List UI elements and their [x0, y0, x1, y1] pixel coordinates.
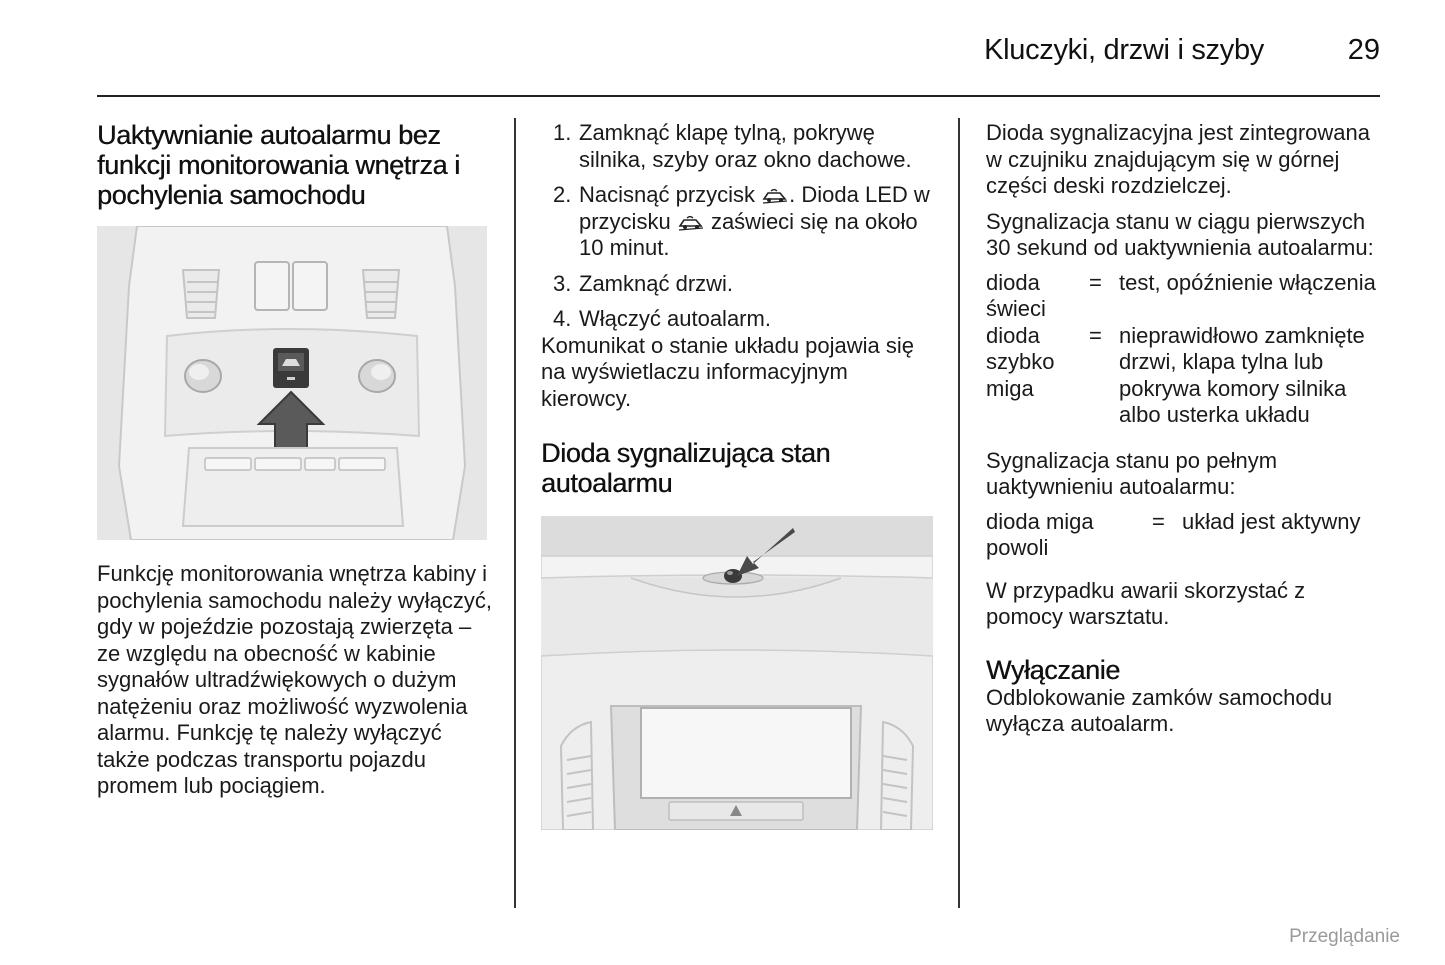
step-text: Zamknąć drzwi.: [579, 270, 734, 296]
section-heading-led: Dioda sygnalizująca stan autoalarmu: [541, 438, 831, 498]
car-tilt-alarm-icon: [761, 188, 789, 204]
fault-paragraph: W przypadku awarii skorzystać z pomocy warsztatu.: [986, 577, 1306, 629]
table-row: [986, 323, 1379, 429]
diode-meaning: układ jest aktywny: [1182, 508, 1361, 534]
table-row: [986, 270, 1379, 323]
step-text: Zamknąć klapę tylną, pokrywę silnika, szyby oraz okno dachowe.: [579, 120, 912, 172]
step-text: Włączyć autoalarm.: [579, 306, 771, 331]
car-tilt-alarm-icon: [677, 215, 705, 231]
diode-equals: =: [1089, 322, 1102, 348]
message-paragraph: Komunikat o stanie układu pojawia się na wyświetlaczu informacyjnym kierowcy.: [541, 332, 915, 411]
diode-meaning: test, opóźnienie włączenia: [1119, 269, 1376, 295]
step-number: 4.: [553, 306, 572, 331]
dashboard-led-illustration: [541, 516, 933, 830]
list-item: [541, 182, 941, 262]
right-column: [986, 120, 1386, 738]
roof-console-illustration: [97, 226, 487, 540]
diode-equals: =: [1089, 269, 1102, 295]
diode-state: dioda miga powoli: [986, 508, 1094, 560]
first30-table: [986, 270, 1379, 429]
section-heading-activation: Uaktywnianie autoalarmu bez funkcji monitorowania wnętrza i pochylenia samochodu: [97, 120, 460, 210]
list-item: [541, 306, 941, 333]
column-divider-left: [514, 118, 516, 908]
page-number: 29: [1347, 34, 1380, 66]
first30-title: Sygnalizacja stanu w ciągu pierwszych 30 sekund od uaktywnienia autoalarmu:: [986, 208, 1374, 260]
left-column: [97, 120, 497, 210]
step-number: 2.: [553, 182, 572, 207]
step-text-part: zaświeci się na około 10 minut.: [579, 208, 918, 260]
led-intro-paragraph: Dioda sygnalizacyjna jest zintegrowana w czujniku znajdującym się w górnej części deski rozdzielczej.: [986, 120, 1370, 198]
step-text-part: Nacisnąć przycisk: [579, 182, 756, 207]
header-divider: [97, 95, 1380, 97]
step-text-part: . Dioda LED w przycisku: [579, 182, 930, 234]
running-header-title: Kluczyki, drzwi i szyby: [984, 34, 1264, 66]
table-row: [986, 509, 1382, 562]
diode-meaning: nieprawidłowo zamknięte drzwi, klapa tylna lub pokrywa komory silnika albo usterka układu: [1119, 322, 1365, 427]
deactivation-paragraph: Odblokowanie zamków samochodu wyłącza autoalarm.: [986, 684, 1333, 736]
browse-label[interactable]: Przeglądanie: [1289, 926, 1400, 947]
list-item: [541, 271, 941, 298]
diode-equals: =: [1152, 508, 1165, 534]
step-number: 3.: [553, 270, 572, 296]
middle-column: [541, 120, 941, 498]
diode-state: dioda szybko miga: [986, 322, 1055, 401]
activation-steps: [541, 120, 941, 333]
step-number: 1.: [553, 120, 572, 145]
full-activation-title: Sygnalizacja stanu po pełnym uaktywnieniu autoalarmu:: [986, 447, 1278, 499]
list-item: [541, 120, 941, 173]
diode-state: dioda świeci: [986, 269, 1046, 321]
full-activation-table: [986, 509, 1382, 562]
left-column-body: [97, 561, 497, 800]
column-divider-right: [958, 118, 960, 908]
monitoring-paragraph: Funkcję monitorowania wnętrza kabiny i pochylenia samochodu należy wyłączyć, gdy w pojeździe pozostają zwierzęta – ze względu na obecność w kabinie sygnałów ultradźwiękowych o dużym natężeniu oraz możliwość wyzwolenia alarmu. Funkcję tę należy wyłączyć także podczas transportu pojazdu promem lub pociągiem.: [97, 561, 492, 798]
section-heading-deactivation: Wyłączanie: [986, 654, 1120, 685]
